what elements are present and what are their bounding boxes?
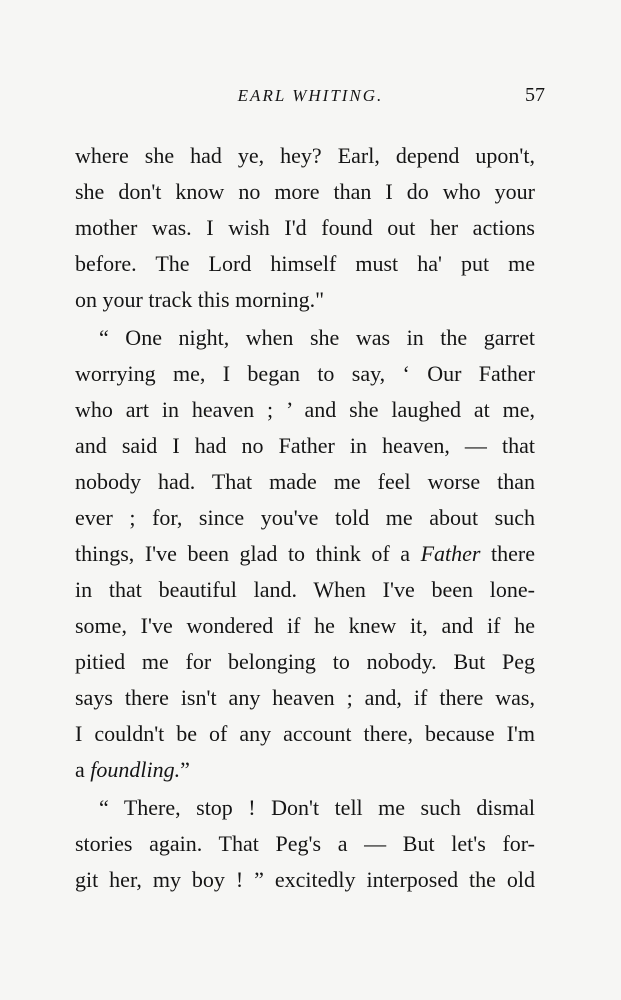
body-text xyxy=(75,138,535,898)
text-line: I couldn't be of any account there, because I'm xyxy=(75,721,535,746)
text-line: mother was. I wish I'd found out her actions xyxy=(75,215,535,240)
text-line: and said I had no Father in heaven, — that xyxy=(75,433,535,458)
text-line: in that beautiful land. When I've been lone- xyxy=(75,577,535,602)
text-line: git her, my boy ! ” excitedly interposed the old xyxy=(75,867,535,892)
italic-word: foundling. xyxy=(90,757,181,782)
text-segment: there xyxy=(480,541,535,566)
text-line: some, I've wondered if he knew it, and if he xyxy=(75,613,535,638)
text-line: before. The Lord himself must ha' put me xyxy=(75,251,535,276)
text-line: says there isn't any heaven ; and, if there was, xyxy=(75,685,535,710)
italic-word: Father xyxy=(420,541,481,566)
text-line xyxy=(75,536,535,572)
text-line: stories again. That Peg's a — But let's for- xyxy=(75,831,535,856)
text-line: pitied me for belonging to nobody. But Peg xyxy=(75,649,535,674)
text-segment: ” xyxy=(180,757,190,782)
text-segment: a xyxy=(75,757,91,782)
text-line: “ One night, when she was in the garret xyxy=(99,325,535,350)
page-number: 57 xyxy=(525,84,545,106)
running-header-title: EARL WHITING. xyxy=(237,86,384,105)
text-line: who art in heaven ; ’ and she laughed at me, xyxy=(75,397,535,422)
text-line: ever ; for, since you've told me about such xyxy=(75,505,535,530)
text-line: “ There, stop ! Don't tell me such dismal xyxy=(99,795,535,820)
text-line: on your track this morning." xyxy=(75,287,325,312)
text-line: where she had ye, hey? Earl, depend upon't, xyxy=(75,143,535,168)
text-line xyxy=(75,752,535,788)
text-line: nobody had. That made me feel worse than xyxy=(75,469,535,494)
text-line: she don't know no more than I do who your xyxy=(75,179,535,204)
text-segment: things, I've been glad to think of a xyxy=(75,541,421,566)
text-line: worrying me, I began to say, ‘ Our Father xyxy=(75,361,535,386)
